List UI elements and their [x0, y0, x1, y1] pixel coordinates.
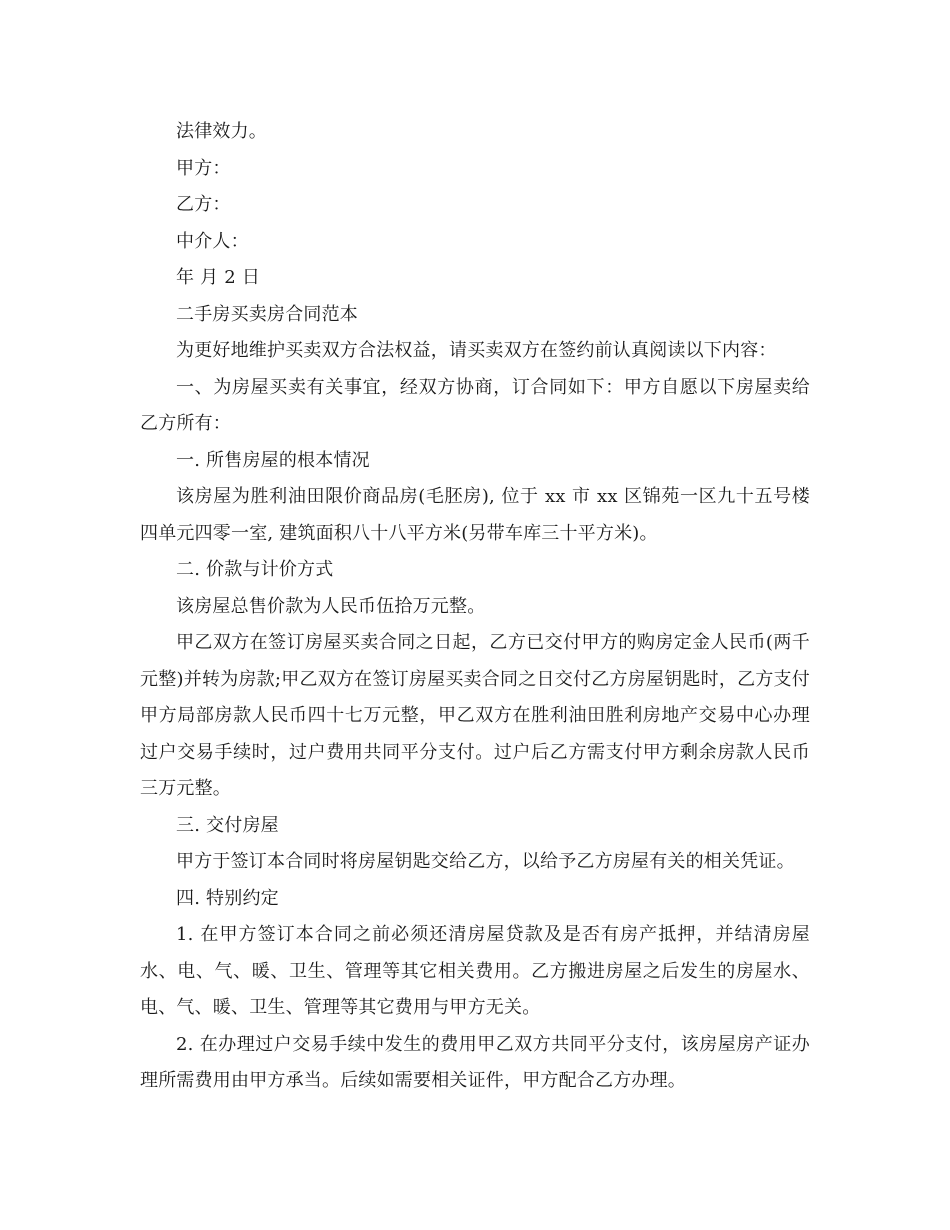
party-a-line: 甲方： — [176, 157, 231, 179]
property-description: 该房屋为胜利油田限价商品房(毛胚房), 位于 xx 市 xx 区锦苑一区九十五号楼四单元四零一室, 建筑面积八十八平方米(另带车库三十平方米)。 — [140, 486, 810, 544]
special-term-2: 2. 在办理过户交易手续中发生的费用甲乙双方共同平分支付，该房屋房产证办理所需费用由甲方承当。后续如需要相关证件，甲方配合乙方办理。 — [140, 1033, 810, 1091]
agreement-paragraph: 一、为房屋买卖有关事宜，经双方协商，订合同如下：甲方自愿以下房屋卖给乙方所有： — [140, 376, 810, 434]
intro-paragraph: 为更好地维护买卖双方合法权益，请买卖双方在签约前认真阅读以下内容： — [176, 340, 777, 361]
section-heading-3: 三. 交付房屋 — [176, 814, 279, 836]
paragraph-effect: 法律效力。 — [176, 121, 267, 142]
payment-terms-paragraph: 甲乙双方在签订房屋买卖合同之日起，乙方已交付甲方的购房定金人民币(两千元整)并转为房款;甲乙双方在签订房屋买卖合同之日交付乙方房屋钥匙时，乙方支付甲方局部房款人民币四十七万元整，甲乙双方在胜利油田胜利房地产交易中心办理过户交易手续时，过户费用共同平分支付。过户后乙方需支付甲方剩余房款人民币三万元整。 — [140, 632, 810, 799]
section-heading-2: 二. 价款与计价方式 — [176, 559, 334, 580]
total-price-paragraph: 该房屋总售价款为人民币伍拾万元整。 — [176, 595, 486, 617]
section-heading-4: 四. 特别约定 — [176, 887, 279, 909]
section-heading-1: 一. 所售房屋的根本情况 — [176, 449, 370, 471]
party-b-line: 乙方： — [176, 194, 231, 215]
special-term-1: 1. 在甲方签订本合同之前必须还清房屋贷款及是否有房产抵押，并结清房屋水、电、气、暖、卫生、管理等其它相关费用。乙方搬进房屋之后发生的房屋水、电、气、暖、卫生、管理等其它费用与甲方无关。 — [140, 924, 810, 1018]
intermediary-line: 中介人： — [176, 230, 249, 252]
date-line: 年 月 2 日 — [176, 267, 261, 288]
contract-title: 二手房买卖房合同范本 — [176, 303, 358, 325]
delivery-paragraph: 甲方于签订本合同时将房屋钥匙交给乙方，以给予乙方房屋有关的相关凭证。 — [176, 851, 795, 872]
